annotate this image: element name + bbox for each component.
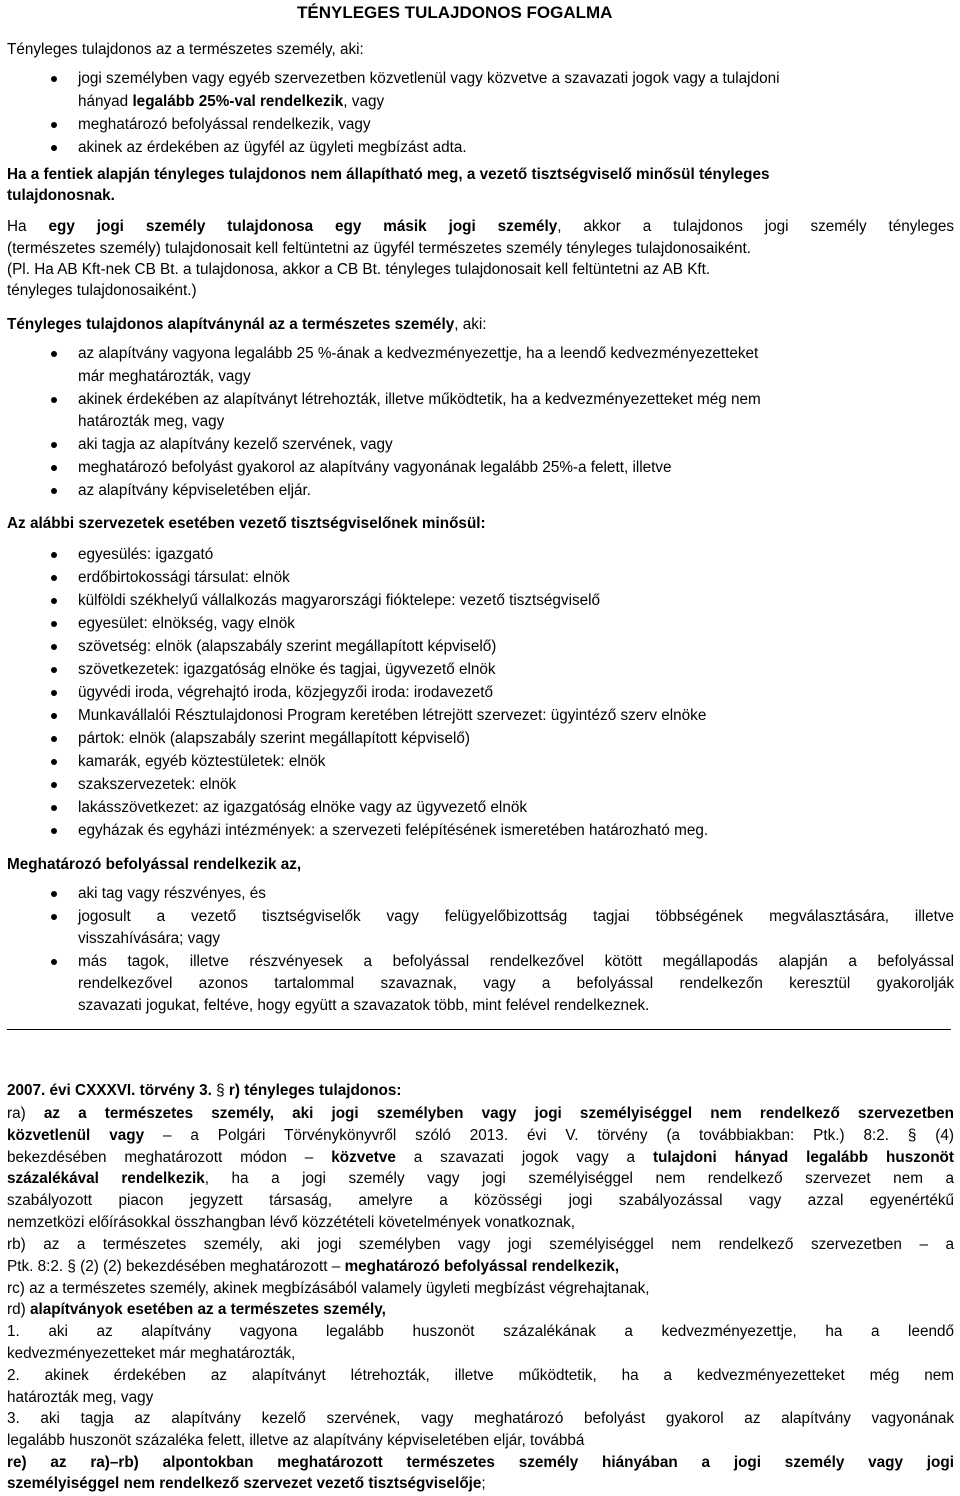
bullet-icon <box>51 805 57 811</box>
text: a szavazati jogok vagy a <box>395 1149 653 1166</box>
bold-text: egy jogi személy tulajdonosa egy másik jogi személy <box>48 218 558 235</box>
paragraph-line: tényleges tulajdonosaiként.) <box>7 282 197 299</box>
text: , ha a jogi személy vagy jogi személyiséggel nem rendelkező szervezet nem a <box>204 1170 954 1187</box>
bullet-icon <box>51 465 57 471</box>
bullet-icon <box>51 442 57 448</box>
list-item: külföldi székhelyű vállalkozás magyarországi fióktelepe: vezető tisztségviselő <box>78 592 601 609</box>
bullet-icon <box>51 621 57 627</box>
bullet-icon <box>51 552 57 558</box>
list-item: ügyvédi iroda, végrehajtó iroda, közjegyzői iroda: irodavezető <box>78 684 493 701</box>
list-item: szövetség: elnök (alapszabály szerint megállapított képviselő) <box>78 638 497 655</box>
text: , vagy <box>343 93 385 110</box>
law-line <box>7 1258 619 1276</box>
list-item: az alapítvány képviseletében eljár. <box>78 482 312 499</box>
law-line: határozták meg, vagy <box>7 1389 154 1406</box>
law-line <box>7 1475 486 1493</box>
law-line <box>7 1170 954 1188</box>
law-line: szabályozott piacon jegyzett társaság, amelyre a közösségi jogi szabályozással vagy azzal egyenértékű <box>7 1192 954 1209</box>
bold-text: az a természetes személy, aki jogi személyben vagy jogi személyiséggel nem rendelkező szervezetben <box>43 1105 954 1122</box>
text: hányad <box>78 93 133 110</box>
bullet-icon <box>51 644 57 650</box>
section-heading-natural-person: Tényleges tulajdonos az a természetes személy, aki: <box>7 41 364 58</box>
note-line: tulajdonosnak. <box>7 187 115 204</box>
text: ; <box>481 1475 486 1492</box>
law-line <box>7 1105 954 1123</box>
text: Ha <box>7 218 49 235</box>
text: ra) <box>7 1105 44 1122</box>
bullet-icon <box>51 782 57 788</box>
text: – a Polgári Törvénykönyvről szóló 2013. évi V. törvény (a továbbiakban: Ptk.) 8:2. § (4) <box>144 1127 954 1144</box>
bold-text: Tényleges tulajdonos alapítványnál az a természetes személy <box>7 316 455 333</box>
divider <box>7 1029 951 1030</box>
paragraph-line: (Pl. Ha AB Kft-nek CB Bt. a tulajdonosa, akkor a CB Bt. tényleges tulajdonosait kell feltüntetni az AB Kft. <box>7 261 711 278</box>
bullet-icon <box>51 891 57 897</box>
law-line <box>7 1149 954 1167</box>
list-item: meghatározó befolyással rendelkezik, vagy <box>78 116 371 133</box>
bold-text: meghatározó befolyással rendelkezik, <box>344 1258 620 1275</box>
text: Ptk. 8:2. § (2) (2) bekezdésében meghatározott – <box>7 1258 345 1275</box>
law-line: 2. akinek érdekében az alapítványt létrehozták, illetve működtetik, ha a kedvezményezetteket még nem <box>7 1367 954 1384</box>
text: , akkor a tulajdonos jogi személy tényleges <box>557 218 954 235</box>
text: rd) <box>7 1301 30 1318</box>
law-line: 1. aki az alapítvány vagyona legalább huszonöt százalékának a kedvezményezettje, ha a leendő <box>7 1323 954 1340</box>
list-item: egyesület: elnökség, vagy elnök <box>78 615 295 632</box>
list-item: más tagok, illetve részvényesek a befolyással rendelkezővel kötött megállapodás alapján a befolyással <box>78 953 954 970</box>
text: 2007. évi CXXXVI. törvény 3. <box>7 1082 217 1099</box>
list-item: az alapítvány vagyona legalább 25 %-ának a kedvezményezettje, ha a leendő kedvezményezetteket <box>78 345 759 362</box>
law-line: rb) az a természetes személy, aki jogi személyben vagy jogi személyiséggel nem rendelkező szervezetben – a <box>7 1236 954 1253</box>
list-item: egyesülés: igazgató <box>78 546 214 563</box>
bold-text: alapítványok esetében az a természetes személy, <box>29 1301 386 1318</box>
list-item: akinek az érdekében az ügyfél az ügyleti megbízást adta. <box>78 139 467 156</box>
bold-text: személyiséggel nem rendelkező szervezet vezető tisztségviselője <box>7 1475 482 1492</box>
list-item: lakásszövetkezet: az igazgatóság elnöke vagy az ügyvezető elnök <box>78 799 527 816</box>
law-line: legalább huszonöt százaléka felett, illetve az alapítvány képviseletében eljár, továbbá <box>7 1432 585 1449</box>
page-title: TÉNYLEGES TULAJDONOS FOGALMA <box>297 3 613 22</box>
note-line: Ha a fentiek alapján tényleges tulajdonos nem állapítható meg, a vezető tisztségviselő minősül tényleges <box>7 166 770 183</box>
list-item: szakszervezetek: elnök <box>78 776 237 793</box>
law-line <box>7 1127 954 1145</box>
section-sign: § <box>216 1082 225 1099</box>
list-item: jogi személyben vagy egyéb szervezetben közvetlenül vagy közvetve a szavazati jogok vagy a tulajdoni <box>78 70 780 87</box>
list-item-continuation: visszahívására; vagy <box>78 930 220 947</box>
list-item-continuation <box>78 93 384 111</box>
list-item-continuation: szavazati jogukat, feltéve, hogy együtt a szavazatok több, mint felével rendelkeznek. <box>78 997 650 1014</box>
bullet-icon <box>51 828 57 834</box>
list-item: egyházak és egyházi intézmények: a szervezeti felépítésének ismeretében határozható meg. <box>78 822 709 839</box>
text: , aki: <box>454 316 487 333</box>
list-item: kamarák, egyéb köztestületek: elnök <box>78 753 326 770</box>
list-item-continuation: rendelkezővel azonos tartalommal szavaznak, vagy a befolyással rendelkezőn keresztül gyakorolják <box>78 975 954 992</box>
list-item-continuation: határozták meg, vagy <box>78 413 225 430</box>
bold-text: közvetlenül vagy <box>7 1127 145 1144</box>
text: r) tényleges tulajdonos: <box>224 1082 402 1099</box>
bullet-icon <box>51 575 57 581</box>
bullet-icon <box>51 736 57 742</box>
list-item: meghatározó befolyást gyakorol az alapítvány vagyonának legalább 25%-a felett, illetve <box>78 459 672 476</box>
law-line: nemzetközi előírásokkal összhangban lévő közzétételi követelmények vonatkoznak, <box>7 1214 575 1231</box>
bullet-icon <box>51 667 57 673</box>
list-item: aki tagja az alapítvány kezelő szervének, vagy <box>78 436 393 453</box>
law-line: rc) az a természetes személy, akinek megbízásából valamely ügyleti megbízást végrehajtanak, <box>7 1280 650 1297</box>
bold-text: tulajdoni hányad legalább huszonöt <box>652 1149 954 1166</box>
paragraph-line <box>7 218 954 236</box>
bullet-icon <box>51 351 57 357</box>
bullet-icon <box>51 690 57 696</box>
list-item: jogosult a vezető tisztségviselők vagy felügyelőbizottság tagjai többségének megválasztására, illetve <box>78 908 954 925</box>
section-heading-foundation <box>7 316 487 334</box>
section-heading-executives: Az alábbi szervezetek esetében vezető tisztségviselőnek minősül: <box>7 515 486 532</box>
law-reference <box>7 1082 401 1100</box>
bullet-icon <box>51 76 57 82</box>
bold-text: legalább 25%-val rendelkezik <box>132 93 344 110</box>
list-item: szövetkezetek: igazgatóság elnöke és tagjai, ügyvezető elnök <box>78 661 496 678</box>
law-line <box>7 1301 386 1319</box>
bullet-icon <box>51 713 57 719</box>
bullet-icon <box>51 488 57 494</box>
bullet-icon <box>51 598 57 604</box>
text: bekezdésében meghatározott módon – <box>7 1149 332 1166</box>
bullet-icon <box>51 145 57 151</box>
bullet-icon <box>51 959 57 965</box>
list-item: akinek érdekében az alapítványt létrehozták, illetve működtetik, ha a kedvezményezetteket még nem <box>78 391 761 408</box>
law-line: re) az ra)–rb) alpontokban meghatározott természetes személy hiányában a jogi személy vagy jogi <box>7 1454 954 1471</box>
bullet-icon <box>51 759 57 765</box>
law-line: 3. aki tagja az alapítvány kezelő szervének, vagy meghatározó befolyást gyakorol az alapítvány vagyonának <box>7 1410 954 1427</box>
bold-text: százalékával rendelkezik <box>7 1170 205 1187</box>
bold-text: közvetve <box>331 1149 396 1166</box>
bullet-icon <box>51 397 57 403</box>
list-item-continuation: már meghatározták, vagy <box>78 368 251 385</box>
paragraph-line: (természetes személy) tulajdonosait kell feltüntetni az ügyfél természetes személy tényleges tulajdonosaiként. <box>7 240 751 257</box>
list-item: pártok: elnök (alapszabály szerint megállapított képviselő) <box>78 730 470 747</box>
list-item: erdőbirtokossági társulat: elnök <box>78 569 290 586</box>
bullet-icon <box>51 122 57 128</box>
section-heading-dominant-influence: Meghatározó befolyással rendelkezik az, <box>7 856 302 873</box>
list-item: Munkavállalói Résztulajdonosi Program keretében létrejött szervezet: ügyintéző szerv elnöke <box>78 707 707 724</box>
list-item: aki tag vagy részvényes, és <box>78 885 266 902</box>
bullet-icon <box>51 914 57 920</box>
law-line: kedvezményezetteket már meghatározták, <box>7 1345 296 1362</box>
